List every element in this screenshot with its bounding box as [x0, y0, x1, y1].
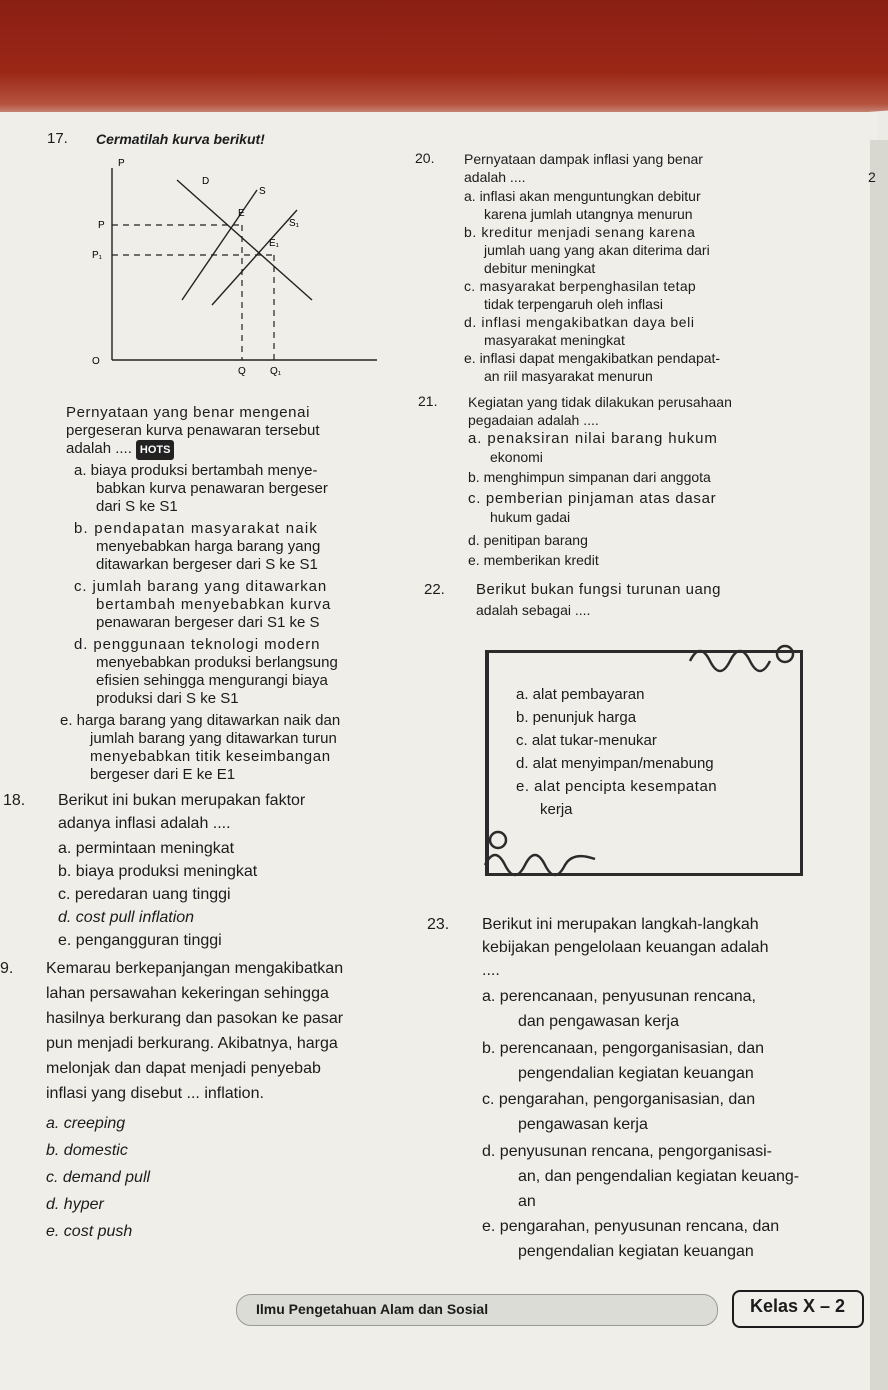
- q20-number: 20.: [415, 150, 435, 166]
- q20-option-d-cont: masyarakat meningkat: [484, 332, 625, 348]
- q22-option-e[interactable]: e. alat pencipta kesempatan: [516, 778, 718, 795]
- q17-option-a-cont: babkan kurva penawaran bergeser: [96, 480, 328, 497]
- background-photo-top: [0, 0, 888, 130]
- q17-option-b-cont: menyebabkan harga barang yang: [96, 538, 321, 555]
- q17-option-d-cont: menyebabkan produksi berlangsung: [96, 654, 338, 671]
- q22-option-e-cont: kerja: [540, 801, 573, 818]
- q19-stem-line: Kemarau berkepanjangan mengakibatkan: [46, 960, 344, 977]
- q20-stem-line: adalah ....: [464, 169, 526, 185]
- q19-stem-line: inflasi yang disebut ... inflation.: [46, 1085, 264, 1102]
- q21-stem-line: pegadaian adalah ....: [468, 412, 599, 428]
- label-e: E: [238, 208, 245, 219]
- q18-number: 18.: [3, 792, 26, 809]
- demand-curve: [177, 180, 312, 300]
- q20-option-d[interactable]: d. inflasi mengakibatkan daya beli: [464, 314, 695, 330]
- q23-option-d[interactable]: d. penyusunan rencana, pengorganisasi-: [482, 1143, 772, 1160]
- label-e1: E₁: [269, 238, 280, 249]
- q17-stem-text: adalah ....: [66, 440, 132, 457]
- q21-option-c[interactable]: c. pemberian pinjaman atas dasar: [468, 490, 717, 507]
- q22-option-b[interactable]: b. penunjuk harga: [516, 709, 637, 726]
- q20-option-c-cont: tidak terpengaruh oleh inflasi: [484, 296, 664, 312]
- q17-stem-line: Pernyataan yang benar mengenai: [66, 404, 310, 421]
- next-page-edge: [870, 140, 888, 1390]
- q23-option-a-cont: dan pengawasan kerja: [518, 1013, 680, 1030]
- label-origin: O: [92, 356, 100, 367]
- q19-stem-line: melonjak dan dapat menjadi penyebab: [46, 1060, 321, 1077]
- q20-stem-line: Pernyataan dampak inflasi yang benar: [464, 151, 703, 167]
- q22-option-d[interactable]: d. alat menyimpan/menabung: [516, 755, 714, 772]
- q23-option-e[interactable]: e. pengarahan, penyusunan rencana, dan: [482, 1218, 780, 1235]
- q17-option-b[interactable]: b. pendapatan masyarakat naik: [74, 520, 319, 537]
- q19-option-a[interactable]: a. creeping: [46, 1115, 126, 1132]
- q21-option-a[interactable]: a. penaksiran nilai barang hukum: [468, 430, 718, 447]
- q18-option-a[interactable]: a. permintaan meningkat: [58, 840, 235, 857]
- q17-option-d[interactable]: d. penggunaan teknologi modern: [74, 636, 321, 653]
- q23-option-d-cont: an: [518, 1193, 536, 1210]
- q22-stem-line: Berikut bukan fungsi turunan uang: [476, 581, 721, 598]
- q19-option-d[interactable]: d. hyper: [46, 1196, 104, 1213]
- q20-option-a-cont: karena jumlah utangnya menurun: [484, 206, 693, 222]
- decorative-swirl-icon: [480, 820, 600, 880]
- label-q: Q: [238, 366, 246, 377]
- supply-curve-s: [182, 190, 257, 300]
- q19-stem-line: pun menjadi berkurang. Akibatnya, harga: [46, 1035, 338, 1052]
- q17-option-e-cont: jumlah barang yang ditawarkan turun: [90, 730, 337, 747]
- label-s1: S₁: [289, 218, 300, 229]
- decorative-swirl-icon: [685, 636, 805, 686]
- q21-number: 21.: [418, 393, 438, 409]
- q21-option-a-cont: ekonomi: [490, 449, 543, 465]
- q21-option-b[interactable]: b. menghimpun simpanan dari anggota: [468, 469, 711, 485]
- q23-number: 23.: [427, 916, 450, 933]
- q23-option-c-cont: pengawasan kerja: [518, 1116, 648, 1133]
- q23-stem-line: kebijakan pengelolaan keuangan adalah: [482, 939, 769, 956]
- q22-number: 22.: [424, 581, 445, 598]
- q17-number: 17.: [47, 130, 68, 147]
- q19-option-b[interactable]: b. domestic: [46, 1142, 128, 1159]
- label-price-p: P: [98, 220, 105, 231]
- q23-option-a[interactable]: a. perencanaan, penyusunan rencana,: [482, 988, 756, 1005]
- q17-option-a-cont: dari S ke S1: [96, 498, 178, 515]
- q22-option-c[interactable]: c. alat tukar-menukar: [516, 732, 657, 749]
- q19-option-e[interactable]: e. cost push: [46, 1223, 133, 1240]
- q18-option-d[interactable]: d. cost pull inflation: [58, 909, 195, 926]
- next-page-number: 2: [868, 169, 876, 185]
- q20-option-b-cont: debitur meningkat: [484, 260, 596, 276]
- label-price-p1: P₁: [92, 250, 103, 261]
- q21-option-d[interactable]: d. penitipan barang: [468, 532, 588, 548]
- label-d: D: [202, 176, 210, 187]
- q23-option-e-cont: pengendalian kegiatan keuangan: [518, 1243, 754, 1260]
- q21-stem-line: Kegiatan yang tidak dilakukan perusahaan: [468, 394, 732, 410]
- q21-option-e[interactable]: e. memberikan kredit: [468, 552, 599, 568]
- q19-number: 9.: [0, 960, 14, 977]
- q19-option-c[interactable]: c. demand pull: [46, 1169, 151, 1186]
- q23-option-c[interactable]: c. pengarahan, pengorganisasian, dan: [482, 1091, 756, 1108]
- label-s: S: [259, 186, 266, 197]
- q17-option-c[interactable]: c. jumlah barang yang ditawarkan: [74, 578, 328, 595]
- q21-option-c-cont: hukum gadai: [490, 509, 571, 525]
- q17-option-b-cont: ditawarkan bergeser dari S ke S1: [96, 556, 318, 573]
- q17-option-e-cont: bergeser dari E ke E1: [90, 766, 236, 783]
- q18-stem-line: adanya inflasi adalah ....: [58, 815, 231, 832]
- label-q1: Q₁: [270, 366, 282, 377]
- q18-stem-line: Berikut ini bukan merupakan faktor: [58, 792, 306, 809]
- q20-option-e[interactable]: e. inflasi dapat mengakibatkan pendapat-: [464, 350, 721, 366]
- hots-badge: HOTS: [136, 440, 175, 460]
- q18-option-b[interactable]: b. biaya produksi meningkat: [58, 863, 258, 880]
- q17-option-c-cont: bertambah menyebabkan kurva: [96, 596, 332, 613]
- q18-option-c[interactable]: c. peredaran uang tinggi: [58, 886, 231, 903]
- q20-option-b[interactable]: b. kreditur menjadi senang karena: [464, 224, 696, 240]
- q17-stem-line: pergeseran kurva penawaran tersebut: [66, 422, 320, 439]
- q20-option-b-cont: jumlah uang yang akan diterima dari: [484, 242, 710, 258]
- q17-option-c-cont: penawaran bergeser dari S1 ke S: [96, 614, 320, 631]
- q23-option-d-cont: an, dan pengendalian kegiatan keuang-: [518, 1168, 800, 1185]
- footer-grade: Kelas X – 2: [750, 1296, 846, 1316]
- q17-stem-line: [66, 440, 174, 460]
- supply-demand-graph: [82, 150, 382, 380]
- q23-option-b[interactable]: b. perencanaan, pengorganisasian, dan: [482, 1040, 764, 1057]
- q17-option-e[interactable]: e. harga barang yang ditawarkan naik dan: [60, 712, 341, 729]
- q17-option-a[interactable]: a. biaya produksi bertambah menye-: [74, 462, 318, 479]
- q18-option-e[interactable]: e. pengangguran tinggi: [58, 932, 222, 949]
- footer-subject: Ilmu Pengetahuan Alam dan Sosial: [256, 1301, 489, 1317]
- q17-option-e-cont: menyebabkan titik keseimbangan: [90, 748, 331, 765]
- q20-option-c[interactable]: c. masyarakat berpenghasilan tetap: [464, 278, 696, 294]
- q22-stem-line: adalah sebagai ....: [476, 602, 591, 618]
- q20-option-a[interactable]: a. inflasi akan menguntungkan debitur: [464, 188, 701, 204]
- axis-label-p: P: [118, 158, 125, 169]
- q23-stem-line: ....: [482, 962, 500, 979]
- q23-option-b-cont: pengendalian kegiatan keuangan: [518, 1065, 754, 1082]
- q20-option-e-cont: an riil masyarakat menurun: [484, 368, 653, 384]
- q19-stem-line: lahan persawahan kekeringan sehingga: [46, 985, 329, 1002]
- q23-stem-line: Berikut ini merupakan langkah-langkah: [482, 916, 759, 933]
- q17-title: Cermatilah kurva berikut!: [96, 131, 265, 147]
- q19-stem-line: hasilnya berkurang dan pasokan ke pasar: [46, 1010, 344, 1027]
- supply-curve-s1: [212, 210, 297, 305]
- q17-option-d-cont: produksi dari S ke S1: [96, 690, 239, 707]
- q17-option-d-cont: efisien sehingga mengurangi biaya: [96, 672, 328, 689]
- q22-option-a[interactable]: a. alat pembayaran: [516, 686, 645, 703]
